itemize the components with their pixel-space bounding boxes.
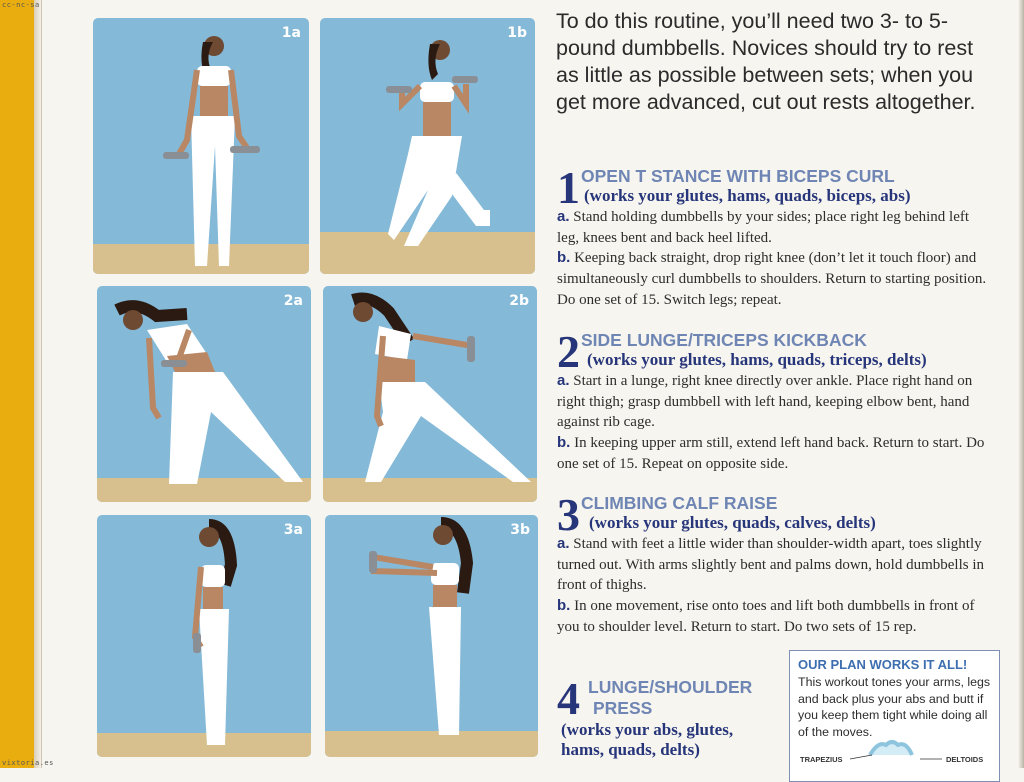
page-spine: [0, 0, 34, 768]
exercise-title-line2: PRESS: [593, 698, 653, 718]
muscle-label-trapezius: TRAPEZIUS: [800, 755, 843, 764]
exercise-number: 3: [557, 489, 580, 540]
figure-3b: [325, 515, 538, 757]
exercise-works-line2: hams, quads, delts): [561, 740, 700, 759]
plan-title: OUR PLAN WORKS IT ALL!: [798, 657, 968, 672]
step-text: Keeping back straight, drop right knee (don’t let it touch floor) and simultaneously curl dumbbells to shoulders. Return to starting position. Do one set of 15. Switch legs; repeat.: [557, 250, 987, 308]
exercise-works: (works your glutes, hams, quads, biceps, abs): [584, 186, 911, 205]
photo-2b: [323, 286, 537, 502]
photo-label: 3a: [283, 522, 303, 538]
photo-label: 3b: [510, 522, 530, 538]
watermark-top: cc-nc-sa: [2, 1, 40, 9]
figure-2b: [323, 286, 537, 502]
photo-3a: [97, 515, 311, 757]
step-a: [557, 207, 993, 248]
step-text: Start in a lunge, right knee directly over ankle. Place right hand on right thigh; grasp dumbbell with left hand, keeping elbow bent, hand against rib cage.: [557, 373, 973, 431]
photo-2a: [97, 286, 311, 502]
page-edge: [41, 0, 42, 768]
page-right-edge: [1018, 0, 1024, 768]
step-text: Stand with feet a little wider than shoulder-width apart, toes slightly turned out. With arms slightly bent and palms down, hold dumbbells in front of thighs.: [557, 536, 985, 594]
step-key: b.: [557, 434, 571, 452]
exercise-steps: [557, 534, 993, 638]
exercise-title: CLIMBING CALF RAISE: [581, 493, 778, 513]
exercise-title: OPEN T STANCE WITH BICEPS CURL: [581, 166, 895, 186]
step-key: a.: [557, 535, 570, 552]
photo-1b: [320, 18, 535, 274]
plan-body: This workout tones your arms, legs and back plus your abs and butt if you keep them tight while doing all of the moves.: [798, 675, 991, 739]
intro-text: To do this routine, you’ll need two 3- to 5-pound dumbbells. Novices should try to rest as little as possible between sets; when you get more advanced, cut out rests altogether.: [556, 9, 976, 114]
step-b: [557, 248, 993, 310]
muscle-label-deltoids: DELTOIDS: [946, 755, 984, 764]
step-b: [557, 433, 993, 474]
step-key: a.: [557, 208, 570, 225]
exercise-works: (works your glutes, hams, quads, triceps, delts): [587, 350, 927, 369]
plan-callout: [789, 650, 1000, 782]
exercise-steps: [557, 371, 993, 475]
exercise-steps: [557, 207, 993, 311]
step-text: In keeping upper arm still, extend left hand back. Return to start. Do one set of 15. Repeat on opposite side.: [557, 435, 985, 472]
exercise-title-line1: LUNGE/SHOULDER: [588, 677, 753, 697]
step-b: [557, 596, 993, 637]
photo-3b: [325, 515, 538, 757]
photo-label: 2b: [509, 293, 529, 309]
exercise-number: 1: [557, 162, 580, 213]
figure-1b: [320, 18, 535, 274]
figure-1a: [93, 18, 309, 274]
step-a: [557, 371, 993, 433]
figure-2a: [97, 286, 311, 502]
exercise-works: (works your glutes, quads, calves, delts): [589, 513, 876, 532]
photo-1a: [93, 18, 309, 274]
photo-label: 2a: [283, 293, 303, 309]
exercise-number: 2: [557, 326, 580, 377]
exercise-title: SIDE LUNGE/TRICEPS KICKBACK: [581, 330, 867, 350]
exercise-works-line1: (works your abs, glutes,: [561, 720, 734, 739]
exercise-number: 4: [557, 673, 580, 724]
step-key: b.: [557, 249, 571, 267]
step-key: b.: [557, 597, 571, 615]
photo-label: 1b: [507, 25, 527, 41]
watermark-bottom: vixtoria.es: [2, 759, 54, 767]
step-text: In one movement, rise onto toes and lift both dumbbells in front of you to shoulder level. Return to start. Do two sets of 15 rep.: [557, 598, 975, 635]
step-key: a.: [557, 372, 570, 389]
photo-label: 1a: [281, 25, 301, 41]
figure-3a: [97, 515, 311, 757]
step-a: [557, 534, 993, 596]
step-text: Stand holding dumbbells by your sides; place right leg behind left leg, knees bent and back heel lifted.: [557, 209, 970, 246]
